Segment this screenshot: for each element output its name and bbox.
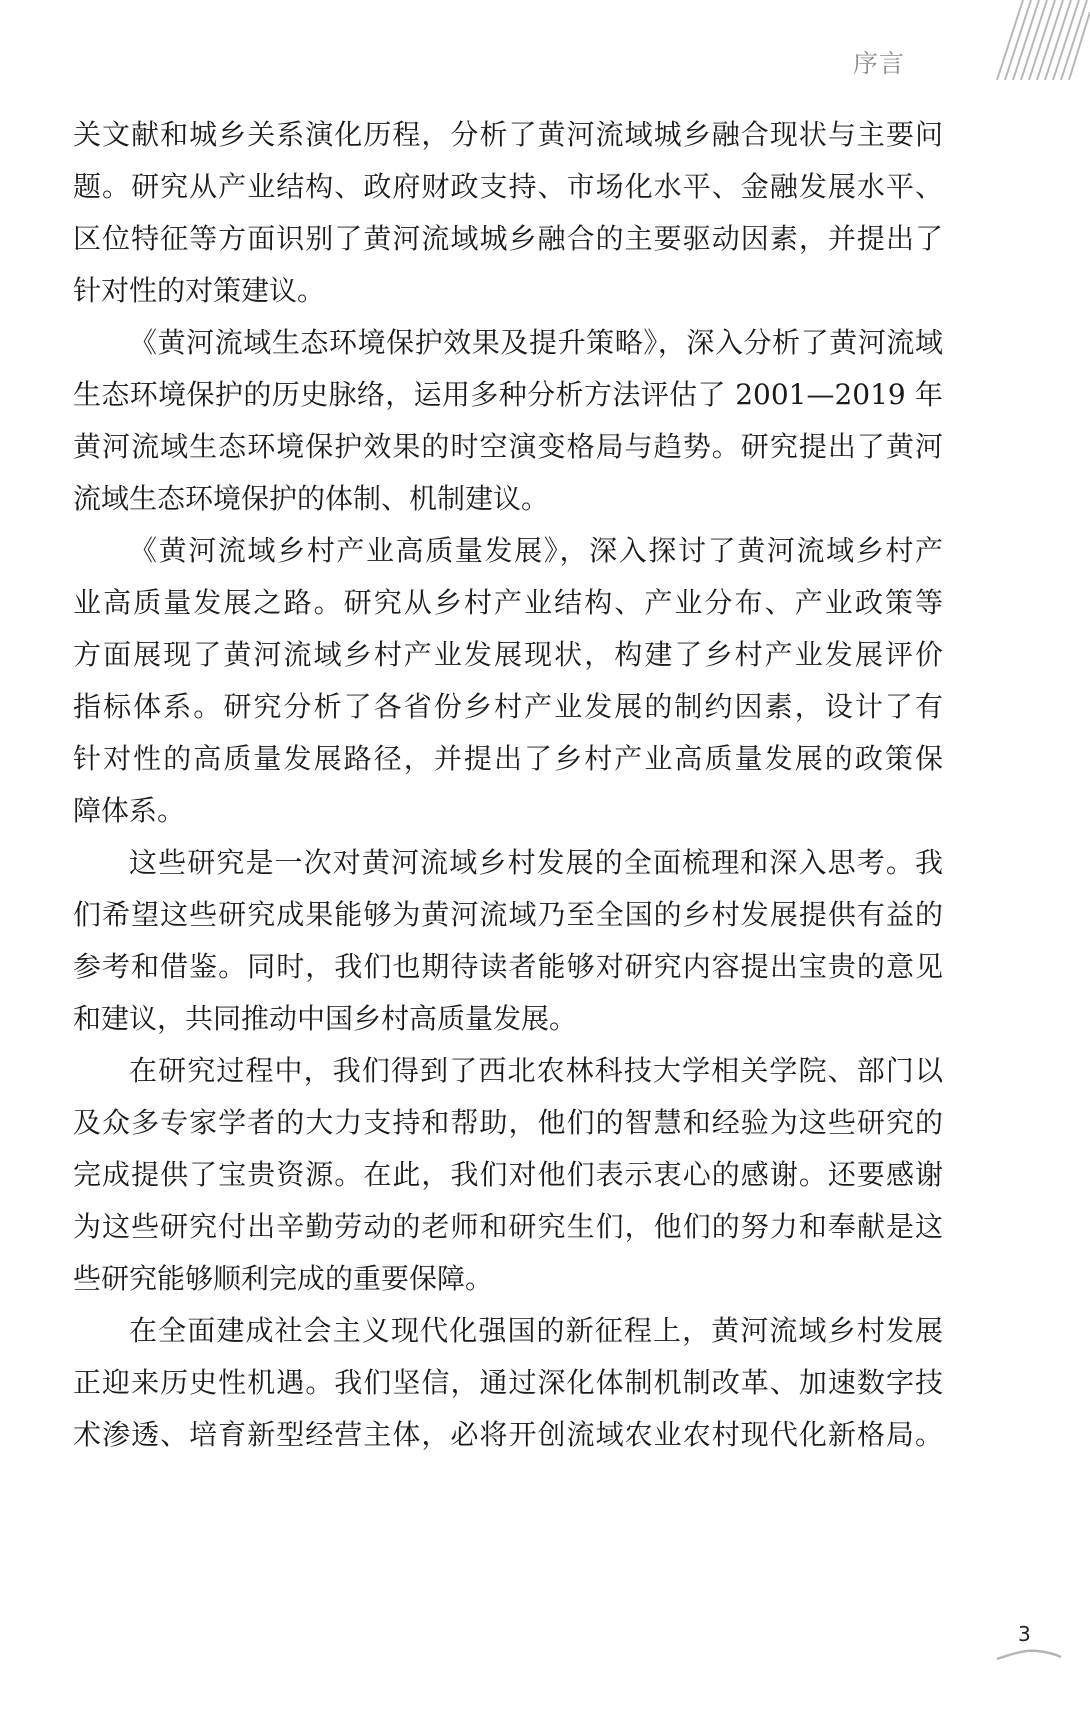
text-line: 业高质量发展之路。研究从乡村产业结构、产业分布、产业政策等 bbox=[73, 586, 943, 619]
text-line: 完成提供了宝贵资源。在此，我们对他们表示衷心的感谢。还要感谢 bbox=[73, 1158, 943, 1191]
text-line: 在研究过程中，我们得到了西北农林科技大学相关学院、部门以 bbox=[129, 1054, 943, 1087]
body-text bbox=[73, 109, 943, 1461]
text-line: 为这些研究付出辛勤劳动的老师和研究生们，他们的努力和奉献是这 bbox=[73, 1210, 943, 1243]
text-line: 参考和借鉴。同时，我们也期待读者能够对研究内容提出宝贵的意见 bbox=[73, 950, 943, 983]
text-line: 和建议，共同推动中国乡村高质量发展。 bbox=[73, 1002, 578, 1035]
text-line: 术渗透、培育新型经营主体，必将开创流域农业农村现代化新格局。 bbox=[73, 1418, 943, 1451]
text-line: 针对性的高质量发展路径，并提出了乡村产业高质量发展的政策保 bbox=[73, 742, 943, 775]
page-number: 3 bbox=[1018, 1622, 1031, 1646]
section-title: 序言 bbox=[853, 49, 906, 78]
decorative-stripes bbox=[995, 0, 1090, 82]
paragraph bbox=[73, 1045, 943, 1305]
text-line: 们希望这些研究成果能够为黄河流域乃至全国的乡村发展提供有益的 bbox=[73, 898, 943, 931]
text-line: 这些研究是一次对黄河流域乡村发展的全面梳理和深入思考。我 bbox=[129, 846, 943, 879]
text-line: 些研究能够顺利完成的重要保障。 bbox=[73, 1262, 494, 1295]
text-line: 关文献和城乡关系演化历程，分析了黄河流域城乡融合现状与主要问 bbox=[73, 118, 943, 151]
text-line: 障体系。 bbox=[73, 794, 186, 827]
paragraph bbox=[73, 109, 943, 317]
paragraph bbox=[73, 317, 943, 525]
page-number-swoosh bbox=[995, 1647, 1065, 1663]
text-line: 方面展现了黄河流域乡村产业发展现状，构建了乡村产业发展评价 bbox=[73, 638, 943, 671]
text-line: 《黄河流域生态环境保护效果及提升策略》，深入分析了黄河流域 bbox=[129, 326, 943, 359]
text-line: 在全面建成社会主义现代化强国的新征程上，黄河流域乡村发展 bbox=[129, 1314, 943, 1347]
paragraph bbox=[73, 837, 943, 1045]
text-line: 流域生态环境保护的体制、机制建议。 bbox=[73, 482, 550, 515]
text-line: 《黄河流域乡村产业高质量发展》，深入探讨了黄河流域乡村产 bbox=[129, 534, 943, 567]
paragraph bbox=[73, 525, 943, 837]
text-line: 黄河流域生态环境保护效果的时空演变格局与趋势。研究提出了黄河 bbox=[73, 430, 943, 463]
text-line: 正迎来历史性机遇。我们坚信，通过深化体制机制改革、加速数字技 bbox=[73, 1366, 943, 1399]
text-line: 指标体系。研究分析了各省份乡村产业发展的制约因素，设计了有 bbox=[73, 690, 943, 723]
text-line: 题。研究从产业结构、政府财政支持、市场化水平、金融发展水平、 bbox=[73, 170, 943, 203]
text-line: 区位特征等方面识别了黄河流域城乡融合的主要驱动因素，并提出了 bbox=[73, 222, 943, 255]
text-line: 及众多专家学者的大力支持和帮助，他们的智慧和经验为这些研究的 bbox=[73, 1106, 943, 1139]
text-line: 针对性的对策建议。 bbox=[73, 274, 326, 307]
paragraph bbox=[73, 1305, 943, 1461]
text-line: 生态环境保护的历史脉络，运用多种分析方法评估了 2001—2019 年 bbox=[73, 378, 943, 411]
